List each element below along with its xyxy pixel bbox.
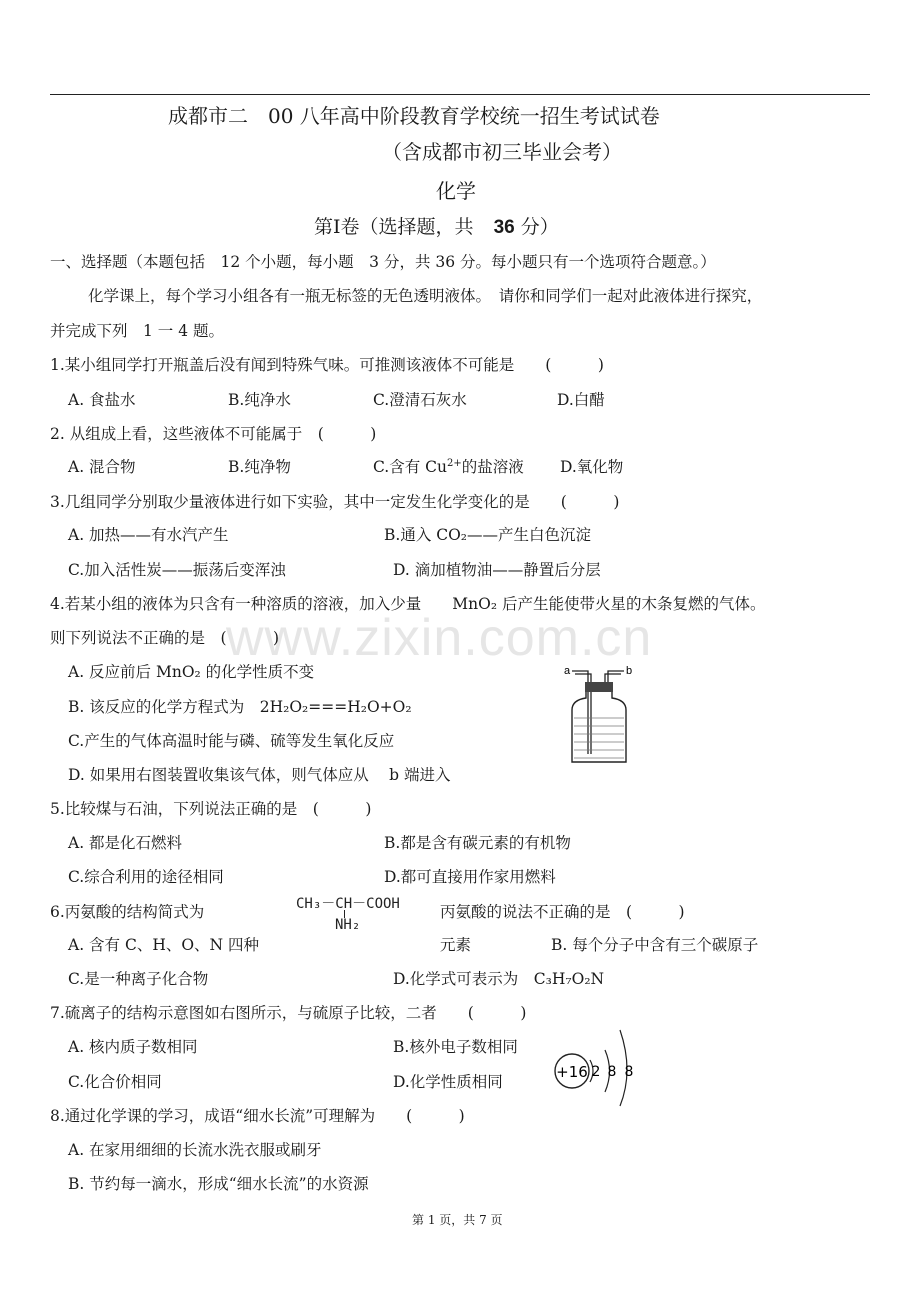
water-lines — [574, 718, 624, 758]
bottle-outline — [572, 692, 626, 762]
q3-option-a: A. 加热——有水汽产生 — [68, 526, 229, 544]
q2-option-c: C.含有 $Cu^{2+}$的盐溶液 — [373, 457, 524, 476]
bottle-label-b: b — [626, 665, 633, 677]
question-6-stem-a: 6.丙氨酸的结构简式为 — [50, 903, 205, 921]
q7-option-a: A. 核内质子数相同 — [68, 1038, 198, 1056]
q4-option-d: D. 如果用右图装置收集该气体，则气体应从 b 端进入 — [68, 766, 451, 784]
q2-option-b: B.纯净物 — [228, 458, 291, 476]
question-6-stem-b: 丙氨酸的说法不正确的是 ( ) — [440, 903, 685, 921]
gas-collection-bottle-figure — [560, 662, 640, 766]
nucleus-charge: +16 — [556, 1063, 588, 1081]
volume-suffix: 分） — [520, 216, 559, 238]
question-4-stem-line-1: 4.若某小组的液体为只含有一种溶质的溶液，加入少量 MnO₂ 后产生能使带火星的木条复燃的气体。 — [50, 595, 766, 613]
q6-option-a-part-1: A. 含有 C、H、O、N 四种 — [68, 936, 260, 954]
shell-1-electrons: 2 — [591, 1064, 601, 1080]
intro-line-2: 并完成下列 1 一 4 题。 — [50, 322, 225, 340]
sulfide-ion-structure-figure — [548, 1022, 640, 1108]
q8-option-a: A. 在家用细细的长流水洗衣服或刷牙 — [68, 1141, 322, 1159]
q7-option-d: D.化学性质相同 — [393, 1073, 503, 1091]
bottle-label-a: a — [564, 665, 571, 677]
q1-option-d: D.白醋 — [557, 391, 605, 409]
q5-option-b: B.都是含有碳元素的有机物 — [384, 834, 571, 852]
intro-line-1: 化学课上，每个学习小组各有一瓶无标签的无色透明液体。 请你和同学们一起对此液体进行探究， — [88, 287, 763, 305]
question-8-stem: 8.通过化学课的学习，成语“细水长流”可理解为 ( ) — [50, 1107, 465, 1125]
question-7-stem: 7.硫离子的结构示意图如右图所示，与硫原子比较，二者 ( ) — [50, 1004, 527, 1022]
alanine-formula-bottom: NH₂ — [335, 917, 361, 933]
q3-option-d: D. 滴加植物油——静置后分层 — [393, 561, 601, 579]
page-footer: 第 1 页，共 7 页 — [412, 1213, 503, 1227]
q4-option-c: C.产生的气体高温时能与磷、硫等发生氧化反应 — [68, 732, 395, 750]
q7-option-c: C.化合价相同 — [68, 1073, 162, 1091]
exam-title: 成都市二 00 八年高中阶段教育学校统一招生考试试卷 — [168, 104, 660, 128]
q8-option-b: B. 节约每一滴水，形成“细水长流”的水资源 — [68, 1175, 369, 1193]
section-heading: 一、选择题（本题包括 12 个小题，每小题 3 分，共 36 分。每小题只有一个选项符合题意。） — [50, 253, 716, 271]
shell-2-electrons: 8 — [607, 1064, 617, 1080]
q4-option-a: A. 反应前后 MnO₂ 的化学性质不变 — [68, 663, 315, 681]
exam-subtitle: （含成都市初三毕业会考） — [382, 140, 622, 164]
q5-option-a: A. 都是化石燃料 — [68, 834, 183, 852]
subject-title: 化学 — [436, 179, 476, 203]
q3-option-c: C.加入活性炭——振荡后变浑浊 — [68, 561, 286, 579]
alanine-formula-top: CH₃－CH－COOH — [296, 896, 400, 912]
q1-option-a: A. 食盐水 — [68, 391, 136, 409]
question-5-stem: 5.比较煤与石油，下列说法正确的是 ( ) — [50, 800, 372, 818]
volume-prefix: 第Ⅰ卷（选择题，共 — [314, 216, 474, 238]
q2-option-d: D.氧化物 — [560, 458, 624, 476]
q6-option-a-part-2: 元素 — [440, 936, 472, 954]
q6-option-c: C.是一种离子化合物 — [68, 970, 209, 988]
volume-score: 36 — [493, 217, 515, 238]
q2-option-a: A. 混合物 — [68, 458, 136, 476]
shell-3-electrons: 8 — [624, 1064, 634, 1080]
q3-option-b: B.通入 CO₂——产生白色沉淀 — [384, 526, 592, 544]
question-2-stem: 2. 从组成上看，这些液体不可能属于 ( ) — [50, 425, 377, 443]
q6-option-b: B. 每个分子中含有三个碳原子 — [551, 936, 759, 954]
copper-charge: 2+ — [447, 457, 462, 469]
q7-option-b: B.核外电子数相同 — [393, 1038, 518, 1056]
volume-heading — [314, 212, 559, 239]
stopper — [585, 682, 613, 692]
q6-option-d: D.化学式可表示为 C₃H₇O₂N — [393, 970, 605, 988]
top-rule — [50, 94, 870, 95]
q1-option-c: C.澄清石灰水 — [373, 391, 467, 409]
q4-option-b: B. 该反应的化学方程式为 2H₂O₂===H₂O+O₂ — [68, 698, 412, 716]
question-1-stem: 1.某小组同学打开瓶盖后没有闻到特殊气味。可推测该液体不可能是 ( ) — [50, 356, 604, 374]
watermark: www.zixin.com.cn — [226, 609, 653, 667]
question-3-stem: 3.几组同学分别取少量液体进行如下实验，其中一定发生化学变化的是 ( ) — [50, 493, 620, 511]
q1-option-b: B.纯净水 — [228, 391, 291, 409]
q5-option-c: C.综合利用的途径相同 — [68, 868, 224, 886]
q5-option-d: D.都可直接用作家用燃料 — [384, 868, 556, 886]
question-4-stem-line-2: 则下列说法不正确的是 ( ) — [50, 629, 280, 647]
